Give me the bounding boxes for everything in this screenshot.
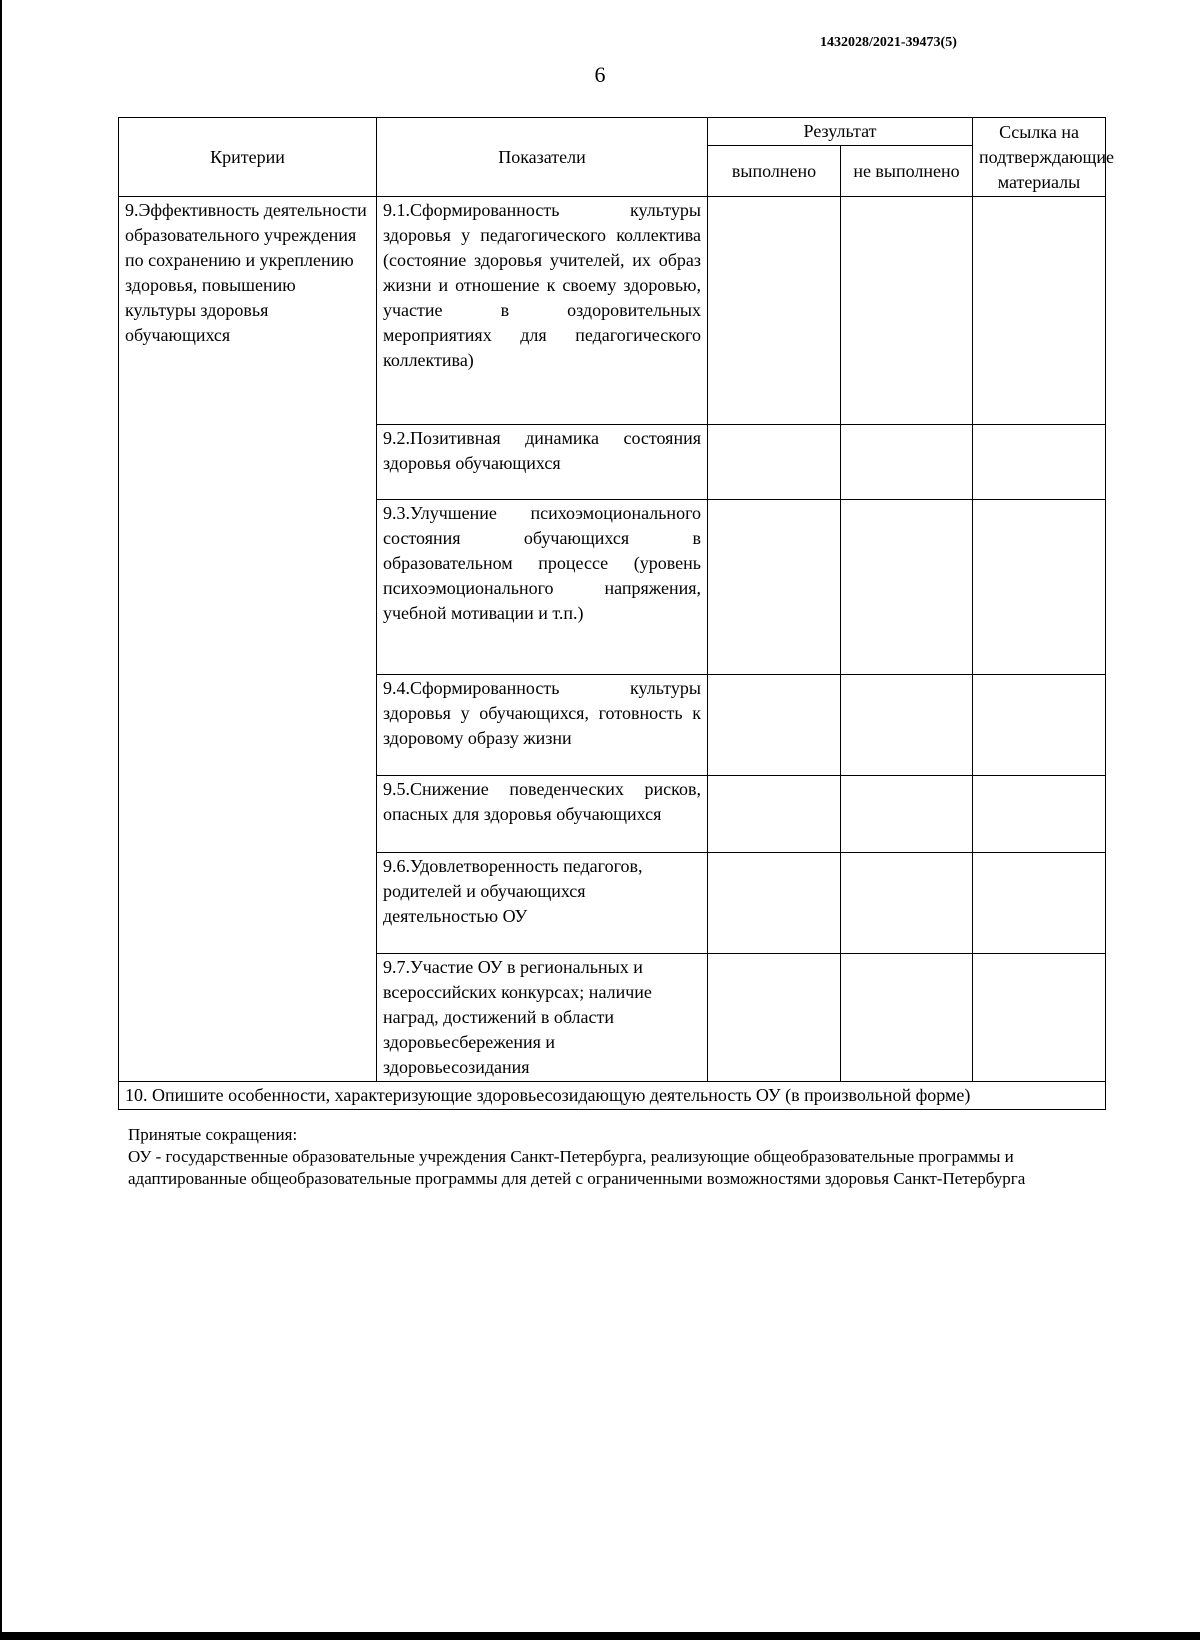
criterion-cell: 9.Эффективность деятельности образовательного учреждения по сохранению и укреплению здоровья, повышению культуры здоровья обучающихся [119,197,377,1082]
link-cell [973,853,1106,954]
not-done-cell [841,853,973,954]
done-cell [708,425,841,500]
indicator-cell: 9.4.Сформированность культуры здоровья у обучающихся, готовность к здоровому образу жизни [377,675,708,776]
link-cell [973,954,1106,1082]
not-done-cell [841,675,973,776]
abbreviations-text: ОУ - государственные образовательные учреждения Санкт-Петербурга, реализующие общеобразовательные программы и адаптированные общеобразовательные программы для детей с ограниченными возможностями здоровья Санкт-Петербурга [128,1147,1026,1188]
document-number: 1432028/2021-39473(5) [820,35,957,50]
header-not-done: не выполнено [841,146,973,197]
link-cell [973,425,1106,500]
abbreviations-note [128,1124,1088,1190]
header-indicators: Показатели [377,118,708,197]
not-done-cell [841,954,973,1082]
link-cell [973,197,1106,425]
scan-left-edge [0,0,2,1640]
done-cell [708,500,841,675]
indicator-cell: 9.1.Сформированность культуры здоровья у педагогического коллектива (состояние здоровья учителей, их образ жизни и отношение к своему здоровью, участие в оздоровительных мероприятиях для педагогического коллектива) [377,197,708,425]
not-done-cell [841,776,973,853]
done-cell [708,675,841,776]
link-cell [973,675,1106,776]
not-done-cell [841,500,973,675]
done-cell [708,853,841,954]
not-done-cell [841,425,973,500]
header-link: Ссылка на подтверждающие материалы [973,118,1106,197]
criteria-table [118,117,1115,1110]
table-row [119,197,1106,425]
not-done-cell [841,197,973,425]
question-10-row [119,1082,1106,1110]
link-cell [973,776,1106,853]
done-cell [708,954,841,1082]
table-header-row [119,118,1106,146]
indicator-cell: 9.7.Участие ОУ в региональных и всероссийских конкурсах; наличие наград, достижений в области здоровьесбережения и здоровьесозидания [377,954,708,1082]
header-done: выполнено [708,146,841,197]
header-criteria: Критерии [119,118,377,197]
abbreviations-title: Принятые сокращения: [128,1125,298,1144]
page-number: 6 [594,62,606,87]
indicator-cell: 9.2.Позитивная динамика состояния здоровья обучающихся [377,425,708,500]
done-cell [708,197,841,425]
indicator-cell: 9.5.Снижение поведенческих рисков, опасных для здоровья обучающихся [377,776,708,853]
link-cell [973,500,1106,675]
done-cell [708,776,841,853]
indicator-cell: 9.3.Улучшение психоэмоционального состояния обучающихся в образовательном процессе (уровень психоэмоционального напряжения, учебной мотивации и т.п.) [377,500,708,675]
header-result: Результат [708,118,973,146]
indicator-cell: 9.6.Удовлетворенность педагогов, родителей и обучающихся деятельностью ОУ [377,853,708,954]
question-10: 10. Опишите особенности, характеризующие здоровьесозидающую деятельность ОУ (в произвольной форме) [119,1082,1106,1110]
scan-bottom-edge [0,1632,1200,1640]
